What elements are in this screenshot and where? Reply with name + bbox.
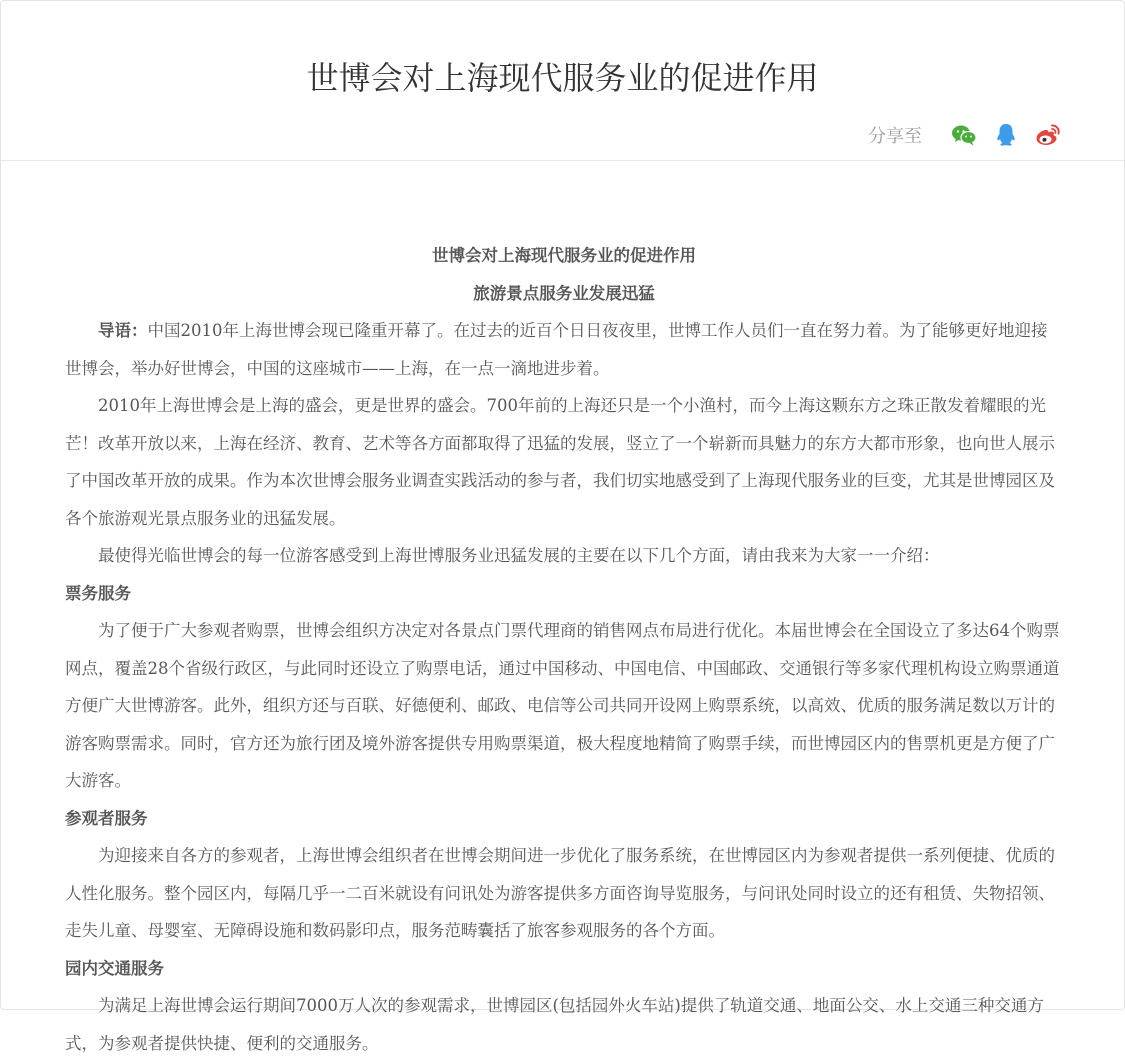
section-title-ticketing: 票务服务 (65, 583, 131, 603)
article-header (1, 1, 1124, 161)
lead-paragraph (65, 312, 1063, 387)
lead-label: 导语： (98, 321, 148, 340)
section-title-visitor-service: 参观者服务 (65, 808, 148, 828)
paragraph: 为满足上海世博会运行期间7000万人次的参观需求，世博园区(包括园外火车站)提供了轨道交通、地面公交、水上交通三种交通方式，为参观者提供快捷、便利的交通服务。 (65, 996, 1044, 1053)
article-body (65, 237, 1063, 1062)
paragraph: 为迎接来自各方的参观者，上海世博会组织者在世博会期间进一步优化了服务系统，在世博园区内为参观者提供一系列便捷、优质的人性化服务。整个园区内，每隔几乎一二百米就设有问讯处为游客提供多方面咨询导览服务，与问讯处同时设立的还有租赁、失物招领、走失儿童、母婴室、无障碍设施和数码影印点，服务范畴囊括了旅客参观服务的各个方面。 (65, 846, 1055, 940)
paragraph: 2010年上海世博会是上海的盛会，更是世界的盛会。700年前的上海还只是一个小渔村，而今上海这颗东方之珠正散发着耀眼的光芒！改革开放以来，上海在经济、教育、艺术等各方面都取得了迅猛的发展，竖立了一个崭新而具魅力的东方大都市形象，也向世人展示了中国改革开放的成果。作为本次世博会服务业调查实践活动的参与者，我们切实地感受到了上海现代服务业的巨变，尤其是世博园区及各个旅游观光景点服务业的迅猛发展。 (65, 396, 1055, 528)
page-title: 世博会对上海现代服务业的促进作用 (306, 59, 819, 97)
share-label: 分享至 (868, 126, 922, 147)
share-bar (868, 121, 1062, 149)
section-title-transport: 园内交通服务 (65, 958, 164, 978)
qq-icon[interactable] (992, 121, 1020, 149)
wechat-icon[interactable] (950, 121, 978, 149)
article-heading: 世博会对上海现代服务业的促进作用 (432, 246, 696, 265)
paragraph: 为了便于广大参观者购票，世博会组织方决定对各景点门票代理商的销售网点布局进行优化。本届世博会在全国设立了多达64个购票网点，覆盖28个省级行政区，与此同时还设立了购票电话，通过中国移动、中国电信、中国邮政、交通银行等多家代理机构设立购票通道方便广大世博游客。此外，组织方还与百联、好德便利、邮政、电信等公司共同开设网上购票系统，以高效、优质的服务满足数以万计的游客购票需求。同时，官方还为旅行团及境外游客提供专用购票渠道，极大程度地精简了购票手续，而世博园区内的售票机更是方便了广大游客。 (65, 621, 1060, 790)
weibo-icon[interactable] (1034, 121, 1062, 149)
paragraph: 最使得光临世博会的每一位游客感受到上海世博服务业迅猛发展的主要在以下几个方面，请由我来为大家一一介绍： (98, 546, 940, 565)
lead-text: 中国2010年上海世博会现已隆重开幕了。在过去的近百个日日夜夜里，世博工作人员们一直在努力着。为了能够更好地迎接世博会，举办好世博会，中国的这座城市——上海，在一点一滴地进步着。 (65, 321, 1048, 378)
article-subheading: 旅游景点服务业发展迅猛 (473, 283, 655, 303)
